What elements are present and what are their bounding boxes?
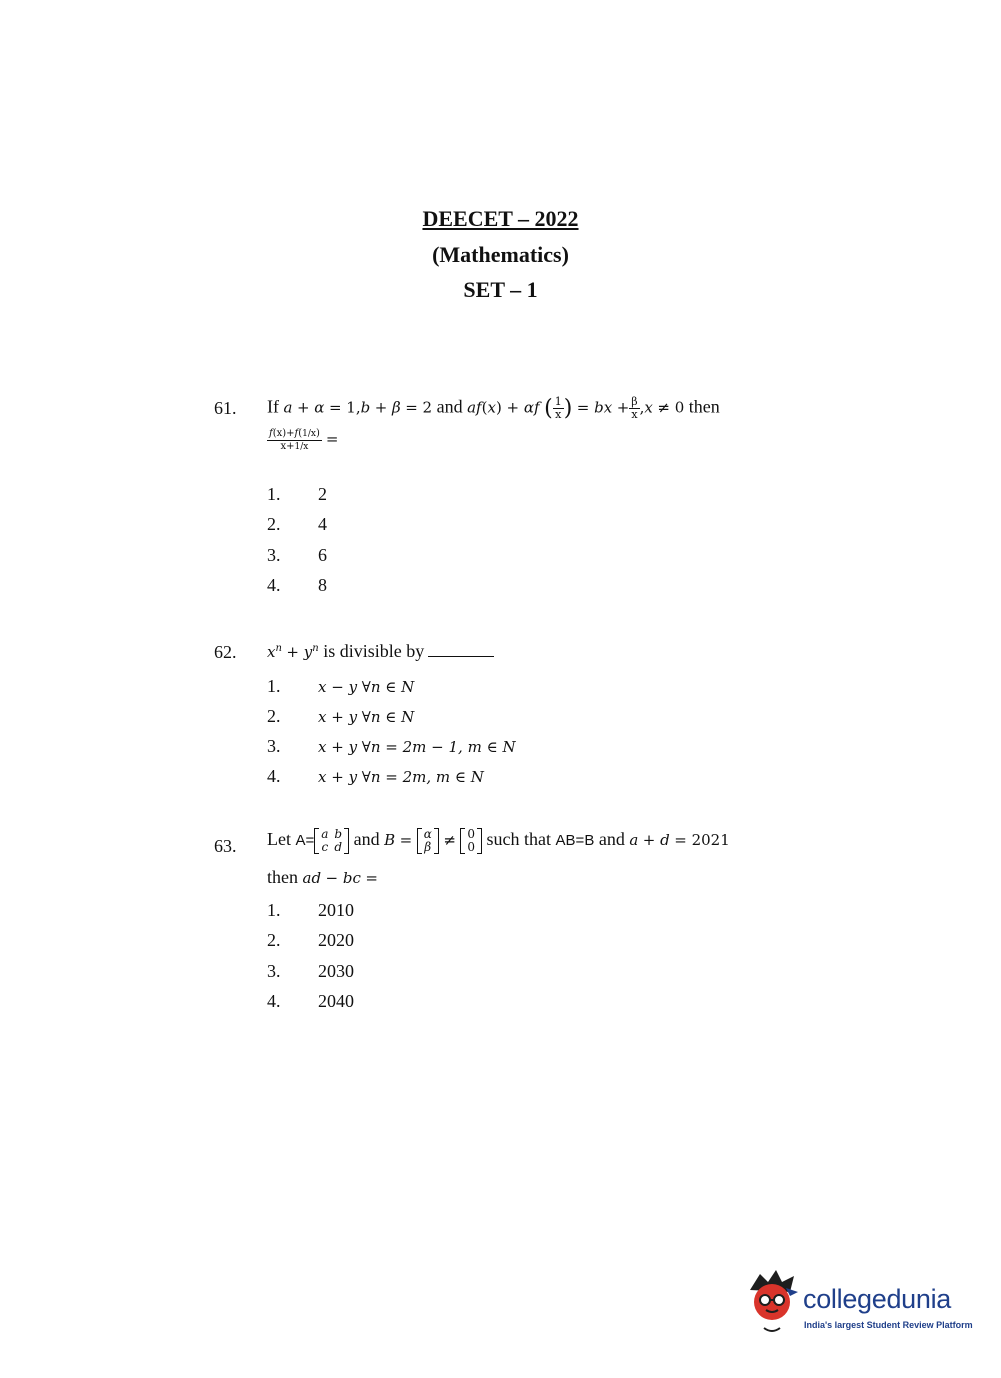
q61-option-4-number: 4. <box>267 575 281 595</box>
q61-option-1-value[interactable]: 2 <box>318 484 327 504</box>
question-63-then: then <box>267 867 298 887</box>
q61-option-2-value[interactable]: 4 <box>318 514 327 534</box>
question-63-number: 63. <box>214 836 237 856</box>
q63-option-4-value[interactable]: 2040 <box>318 991 354 1011</box>
question-62-stem: $x^n + y^n$ is divisible by <box>267 641 494 662</box>
question-62-text: is divisible by <box>323 641 425 661</box>
q63-option-4-number: 4. <box>267 991 281 1011</box>
question-61-stem: If a + α = 1,b + β = 2 and af(x) + αf ( $\frac{1}{x}$ ) = bx + $\frac{\beta}{x}$ ,x ≠ 0 then <box>267 395 720 421</box>
exam-title: DEECET – 2022 <box>422 206 579 231</box>
question-62-number: 62. <box>214 642 237 662</box>
q63-option-2-number: 2. <box>267 930 281 950</box>
q61-option-3-number: 3. <box>267 545 281 565</box>
question-61-if: If <box>267 396 279 417</box>
set-title: SET – 1 <box>463 277 538 302</box>
question-61-expression: $\frac{f(x)+f(1/x)}{x+1/x}$ = <box>269 428 339 452</box>
question-63-and-2: and <box>598 829 625 850</box>
q62-option-1-number: 1. <box>267 676 281 696</box>
subject-title: (Mathematics) <box>432 242 569 267</box>
q62-option-3-value[interactable]: x + y ∀n = 2m − 1, m ∈ N <box>318 738 516 756</box>
question-63-such-that: such that <box>486 829 552 850</box>
brand-tagline: India's largest Student Review Platform <box>804 1320 973 1330</box>
answer-blank <box>428 656 494 657</box>
question-63-let: Let <box>267 829 291 850</box>
question-61-number: 61. <box>214 398 237 418</box>
q63-option-1-number: 1. <box>267 900 281 920</box>
q62-option-2-number: 2. <box>267 706 281 726</box>
q62-option-4-number: 4. <box>267 766 281 786</box>
question-63-line-2: then ad − bc = <box>267 867 378 887</box>
question-63-stem: Let A= a b c d and B = α β ≠ 0 0 such that AB=B and a + d = 2021 <box>267 827 730 854</box>
q61-option-3-value[interactable]: 6 <box>318 545 327 565</box>
q61-option-2-number: 2. <box>267 514 281 534</box>
q62-option-1-value[interactable]: x − y ∀n ∈ N <box>318 678 415 696</box>
question-63-ab: AB=B <box>555 832 595 850</box>
q61-option-4-value[interactable]: 8 <box>318 575 327 595</box>
question-61-then: then <box>688 396 720 417</box>
q62-option-3-number: 3. <box>267 736 281 756</box>
q63-option-3-value[interactable]: 2030 <box>318 961 354 981</box>
q62-option-2-value[interactable]: x + y ∀n ∈ N <box>318 708 415 726</box>
q63-option-2-value[interactable]: 2020 <box>318 930 354 950</box>
q61-option-1-number: 1. <box>267 484 281 504</box>
brand-logo-text: collegedunia <box>803 1284 952 1314</box>
q62-option-4-value[interactable]: x + y ∀n = 2m, m ∈ N <box>318 768 484 786</box>
q63-option-1-value[interactable]: 2010 <box>318 900 354 920</box>
question-63-and: and <box>353 829 380 850</box>
student-mascot-icon <box>742 1268 802 1340</box>
q63-option-3-number: 3. <box>267 961 281 981</box>
